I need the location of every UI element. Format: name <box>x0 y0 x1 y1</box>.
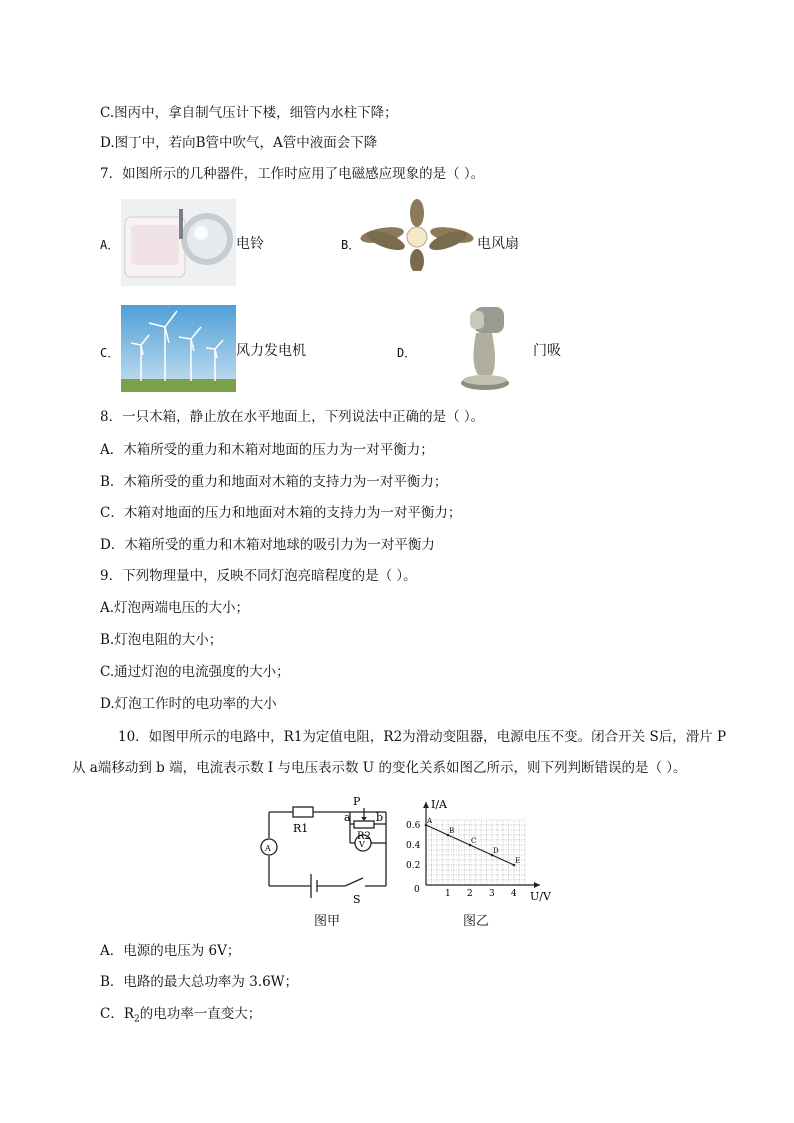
terminal-b-label: b <box>376 811 384 824</box>
point-label-e: E <box>515 857 521 865</box>
slider-p-label: P <box>353 795 361 808</box>
switch-s-label: S <box>353 893 361 906</box>
q7-option-a-label: 电铃 <box>236 236 264 252</box>
r2-label: R2 <box>357 831 371 842</box>
q7-option-a-letter: A． <box>100 238 120 252</box>
q6-option-d: D.图丁中，若向B管中吹气，A管中液面会下降 <box>100 135 378 151</box>
ceiling-fan-image <box>360 199 475 271</box>
fig-a-caption: 图甲 <box>314 914 341 929</box>
circuit-diagram <box>255 790 395 920</box>
q9-stem: 9．下列物理量中，反映不同灯泡亮暗程度的是（ ）。 <box>100 568 417 584</box>
q10-option-c-suffix: 的电功率一直变大； <box>139 1006 262 1022</box>
q9-option-d: D.灯泡工作时的电功率的大小 <box>100 696 277 712</box>
q7-stem: 7．如图所示的几种器件，工作时应用了电磁感应现象的是（ ）。 <box>100 166 485 182</box>
iu-graph <box>400 790 560 905</box>
wind-turbines-image <box>121 305 236 392</box>
q6-option-c: C.图丙中，拿自制气压计下楼，细管内水柱下降； <box>100 105 398 121</box>
q10-option-c <box>100 1004 261 1030</box>
point-label-c: C <box>471 837 477 845</box>
x-tick-label: 3 <box>489 889 495 899</box>
r1-label: R1 <box>293 822 309 835</box>
q7-option-b-label: 电风扇 <box>477 236 519 252</box>
x-tick-label: 4 <box>511 889 517 899</box>
q7-option-d-label: 门吸 <box>533 343 561 359</box>
point-label-d: D <box>493 847 499 855</box>
origin-label: 0 <box>414 885 420 895</box>
point-label-a: A <box>427 817 433 825</box>
q8-stem: 8．一只木箱，静止放在水平地面上，下列说法中正确的是（ ）。 <box>100 409 485 425</box>
q10-option-c-prefix: C．R <box>100 1006 134 1022</box>
q10-stem-line2: 从 a端移动到 b 端，电流表示数 I 与电压表示数 U 的变化关系如图乙所示，则下列判断错误的是（ ）。 <box>72 760 687 776</box>
q7-option-b-letter: B． <box>341 238 361 252</box>
q9-option-b: B.灯泡电阻的大小； <box>100 632 223 648</box>
q10-option-b: B．电路的最大总功率为 3.6W； <box>100 974 299 990</box>
x-axis-label: U/V <box>530 890 551 903</box>
q7-option-c-letter: C． <box>100 346 120 360</box>
terminal-a-label: a <box>344 811 351 824</box>
q10-option-a: A．电源的电压为 6V； <box>100 943 241 959</box>
q7-option-d-letter: D． <box>397 346 417 360</box>
y-tick-label: 0.2 <box>406 861 421 871</box>
q9-option-c: C.通过灯泡的电流强度的大小； <box>100 664 290 680</box>
point-label-b: B <box>449 827 455 835</box>
q8-option-c: C．木箱对地面的压力和地面对木箱的支持力为一对平衡力； <box>100 505 462 521</box>
y-tick-label: 0.4 <box>406 841 421 851</box>
fig-b-caption: 图乙 <box>463 914 490 929</box>
q10-stem-line1: 10．如图甲所示的电路中，R1为定值电阻，R2为滑动变阻器，电源电压不变。闭合开关 S后，滑片 P <box>118 729 727 745</box>
q8-option-a: A．木箱所受的重力和木箱对地面的压力为一对平衡力； <box>100 442 434 458</box>
q7-option-c-label: 风力发电机 <box>236 343 306 359</box>
q8-option-b: B．木箱所受的重力和地面对木箱的支持力为一对平衡力； <box>100 474 448 490</box>
q8-option-d: D．木箱所受的重力和木箱对地球的吸引力为一对平衡力 <box>100 537 435 553</box>
q10-option-c-sub: 2 <box>134 1014 140 1025</box>
q9-option-a: A.灯泡两端电压的大小； <box>100 600 250 616</box>
voltmeter-icon: V <box>359 840 365 849</box>
y-axis-label: I/A <box>431 798 447 811</box>
electric-bell-image <box>121 199 236 286</box>
ammeter-icon: A <box>265 844 271 853</box>
y-tick-label: 0.6 <box>406 821 421 831</box>
x-tick-label: 1 <box>445 889 451 899</box>
door-stopper-image <box>440 303 520 393</box>
x-tick-label: 2 <box>467 889 473 899</box>
